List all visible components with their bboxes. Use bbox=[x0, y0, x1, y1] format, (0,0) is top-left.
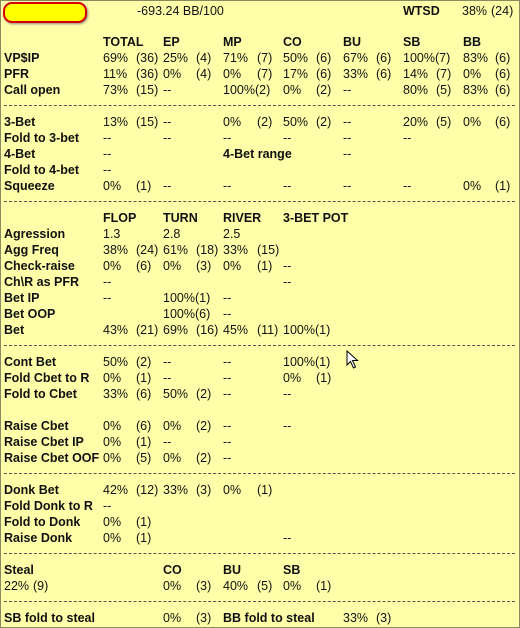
position-header-co: CO bbox=[283, 35, 302, 49]
donk-fold-to-donk-value: 0% bbox=[103, 515, 122, 529]
preflop-vp-ip-value: 71% bbox=[223, 51, 249, 65]
threebet-fold-to-3-bet-value: -- bbox=[343, 131, 352, 145]
preflop-call-open-value: 100%(2) bbox=[223, 83, 271, 97]
threebet-3-bet-count: (2) bbox=[257, 115, 273, 129]
preflop-pfr-count: (6) bbox=[376, 67, 392, 81]
donk-raise-donk-value: -- bbox=[283, 531, 292, 545]
postflop-agg-freq-value: 61% bbox=[163, 243, 189, 257]
donk-donk-bet-value: 0% bbox=[223, 483, 242, 497]
steal-count: (1) bbox=[316, 579, 332, 593]
cbet-raise-cbet-value: -- bbox=[223, 419, 232, 433]
threebet-fold-to-3-bet-value: -- bbox=[403, 131, 412, 145]
preflop-call-open-value: 80% bbox=[403, 83, 429, 97]
steal-position-sb: SB bbox=[283, 563, 301, 577]
threebet-3-bet-count: (2) bbox=[316, 115, 332, 129]
steal-value: 0% bbox=[163, 579, 182, 593]
section-divider bbox=[4, 105, 515, 106]
threebet-squeeze-value: -- bbox=[163, 179, 172, 193]
postflop-bet-oop-value: 100%(6) bbox=[163, 307, 211, 321]
postflop-bet-value: 100%(1) bbox=[283, 323, 331, 337]
threebet-fold-to-3-bet-value: -- bbox=[163, 131, 172, 145]
threebet-4-bet-value: -- bbox=[103, 147, 112, 161]
preflop-call-open-count: (6) bbox=[495, 83, 511, 97]
postflop-bet-oop-value: -- bbox=[223, 307, 232, 321]
player-name-badge[interactable] bbox=[3, 2, 87, 23]
bb-fold-to-steal-value: 33% bbox=[343, 611, 369, 625]
preflop-vp-ip-value: 50% bbox=[283, 51, 309, 65]
steal-position-co: CO bbox=[163, 563, 182, 577]
steal-count: (3) bbox=[196, 579, 212, 593]
section-divider bbox=[4, 601, 515, 602]
street-header-flop: FLOP bbox=[103, 211, 137, 225]
donk-donk-bet-value: 42% bbox=[103, 483, 129, 497]
preflop-call-open-value: 73% bbox=[103, 83, 129, 97]
cbet-raise-cbet-oof-count: (5) bbox=[136, 451, 152, 465]
preflop-vp-ip-value: 67% bbox=[343, 51, 369, 65]
postflop-ch-r-as-pfr-value: -- bbox=[283, 275, 292, 289]
threebet-3-bet-value: -- bbox=[343, 115, 352, 129]
postflop-bet-oop-label: Bet OOP bbox=[4, 307, 56, 321]
preflop-pfr-value: 14% bbox=[403, 67, 429, 81]
preflop-pfr-value: 11% bbox=[103, 67, 128, 81]
donk-donk-bet-value: 33% bbox=[163, 483, 189, 497]
postflop-bet-ip-value: 100%(1) bbox=[163, 291, 211, 305]
postflop-ch-r-as-pfr-value: -- bbox=[103, 275, 112, 289]
threebet-3-bet-value: 0% bbox=[223, 115, 242, 129]
street-header-river: RIVER bbox=[223, 211, 262, 225]
donk-donk-bet-count: (1) bbox=[257, 483, 273, 497]
postflop-agression-value: 2.8 bbox=[163, 227, 181, 241]
threebet-3-bet-count: (5) bbox=[436, 115, 452, 129]
sb-fold-to-steal-value: 0% bbox=[163, 611, 182, 625]
preflop-call-open-count: (5) bbox=[436, 83, 452, 97]
cbet-cont-bet-label: Cont Bet bbox=[4, 355, 57, 369]
cbet-fold-to-cbet-label: Fold to Cbet bbox=[4, 387, 77, 401]
cbet-raise-cbet-ip-value: -- bbox=[163, 435, 172, 449]
cbet-raise-cbet-oof-value: 0% bbox=[103, 451, 122, 465]
postflop-bet-count: (21) bbox=[136, 323, 159, 337]
threebet-3-bet-value: -- bbox=[163, 115, 172, 129]
donk-donk-bet-label: Donk Bet bbox=[4, 483, 59, 497]
arrow-cursor-icon bbox=[346, 350, 360, 370]
sb-fold-to-steal-label: SB fold to steal bbox=[4, 611, 95, 625]
postflop-agg-freq-label: Agg Freq bbox=[4, 243, 59, 257]
postflop-agg-freq-value: 38% bbox=[103, 243, 129, 257]
threebet-3-bet-count: (6) bbox=[495, 115, 511, 129]
donk-fold-to-donk-count: (1) bbox=[136, 515, 152, 529]
donk-raise-donk-label: Raise Donk bbox=[4, 531, 73, 545]
cbet-fold-to-cbet-count: (6) bbox=[136, 387, 152, 401]
cbet-fold-to-cbet-value: -- bbox=[283, 387, 292, 401]
position-header-bu: BU bbox=[343, 35, 362, 49]
cbet-raise-cbet-oof-label: Raise Cbet OOF bbox=[4, 451, 100, 465]
preflop-call-open-value: 83% bbox=[463, 83, 489, 97]
postflop-check-raise-value: 0% bbox=[223, 259, 242, 273]
postflop-agg-freq-count: (18) bbox=[196, 243, 219, 257]
threebet-fold-to-4-bet-value: -- bbox=[103, 163, 112, 177]
donk-donk-bet-count: (3) bbox=[196, 483, 212, 497]
cbet-raise-cbet-value: -- bbox=[283, 419, 292, 433]
cbet-raise-cbet-ip-count: (1) bbox=[136, 435, 152, 449]
cbet-cont-bet-value: -- bbox=[163, 355, 172, 369]
threebet-fold-to-3-bet-value: -- bbox=[223, 131, 232, 145]
preflop-call-open-count: (15) bbox=[136, 83, 159, 97]
steal-value: 40% bbox=[223, 579, 249, 593]
postflop-bet-ip-value: -- bbox=[223, 291, 232, 305]
cbet-fold-cbet-to-r-value: -- bbox=[223, 371, 232, 385]
threebet-squeeze-value: -- bbox=[283, 179, 292, 193]
cbet-fold-to-cbet-count: (2) bbox=[196, 387, 212, 401]
threebet-4-bet-label: 4-Bet bbox=[4, 147, 36, 161]
postflop-bet-count: (11) bbox=[257, 323, 279, 337]
postflop-check-raise-value: 0% bbox=[103, 259, 122, 273]
wtsd-value: 38% bbox=[462, 4, 488, 18]
cbet-raise-cbet-value: 0% bbox=[163, 419, 182, 433]
cbet-fold-to-cbet-value: 50% bbox=[163, 387, 189, 401]
preflop-vp-ip-count: (6) bbox=[316, 51, 332, 65]
preflop-pfr-value: 0% bbox=[223, 67, 242, 81]
preflop-vp-ip-count: (36) bbox=[136, 51, 159, 65]
preflop-pfr-count: (7) bbox=[436, 67, 452, 81]
cbet-raise-cbet-count: (6) bbox=[136, 419, 152, 433]
postflop-bet-value: 69% bbox=[163, 323, 189, 337]
donk-fold-to-donk-label: Fold to Donk bbox=[4, 515, 81, 529]
cbet-raise-cbet-count: (2) bbox=[196, 419, 212, 433]
cbet-raise-cbet-value: 0% bbox=[103, 419, 122, 433]
cbet-fold-to-cbet-value: 33% bbox=[103, 387, 129, 401]
cbet-cont-bet-value: 100%(1) bbox=[283, 355, 331, 369]
street-header-3-bet-pot: 3-BET POT bbox=[283, 211, 349, 225]
threebet-3-bet-value: 20% bbox=[403, 115, 429, 129]
preflop-pfr-count: (36) bbox=[136, 67, 159, 81]
steal-total-count: (9) bbox=[33, 579, 49, 593]
threebet-3-bet-value: 0% bbox=[463, 115, 482, 129]
postflop-agg-freq-value: 33% bbox=[223, 243, 249, 257]
postflop-bet-value: 43% bbox=[103, 323, 129, 337]
bb-per-100: -693.24 BB/100 bbox=[137, 4, 224, 18]
steal-label: Steal bbox=[4, 563, 34, 577]
steal-count: (5) bbox=[257, 579, 273, 593]
section-divider bbox=[4, 201, 515, 202]
preflop-vp-ip-value: 69% bbox=[103, 51, 129, 65]
cbet-fold-cbet-to-r-value: -- bbox=[163, 371, 172, 385]
postflop-check-raise-label: Check-raise bbox=[4, 259, 75, 273]
preflop-pfr-value: 33% bbox=[343, 67, 369, 81]
section-divider bbox=[4, 345, 515, 346]
postflop-agression-label: Agression bbox=[4, 227, 66, 241]
donk-donk-bet-count: (12) bbox=[136, 483, 159, 497]
postflop-bet-ip-label: Bet IP bbox=[4, 291, 40, 305]
cbet-raise-cbet-ip-label: Raise Cbet IP bbox=[4, 435, 84, 449]
preflop-pfr-value: 17% bbox=[283, 67, 309, 81]
postflop-agg-freq-count: (15) bbox=[257, 243, 280, 257]
threebet-fold-to-4-bet-label: Fold to 4-bet bbox=[4, 163, 79, 177]
preflop-pfr-count: (6) bbox=[495, 67, 511, 81]
cbet-fold-cbet-to-r-value: 0% bbox=[103, 371, 122, 385]
threebet-squeeze-value: 0% bbox=[103, 179, 122, 193]
position-header-total: TOTAL bbox=[103, 35, 144, 49]
cbet-raise-cbet-oof-value: -- bbox=[223, 451, 232, 465]
preflop-pfr-value: 0% bbox=[163, 67, 182, 81]
postflop-agression-value: 1.3 bbox=[103, 227, 121, 241]
fourbet-range-label: 4-Bet range bbox=[223, 147, 292, 161]
bb-fold-to-steal-label: BB fold to steal bbox=[223, 611, 315, 625]
bb-fold-to-steal-count: (3) bbox=[376, 611, 392, 625]
position-header-mp: MP bbox=[223, 35, 242, 49]
threebet-squeeze-value: -- bbox=[223, 179, 232, 193]
fourbet-range-value: -- bbox=[343, 147, 352, 161]
preflop-call-open-count: (2) bbox=[316, 83, 332, 97]
preflop-vp-ip-label: VP$IP bbox=[4, 51, 40, 65]
preflop-pfr-count: (7) bbox=[257, 67, 273, 81]
section-divider bbox=[4, 473, 515, 474]
postflop-check-raise-value: -- bbox=[283, 259, 292, 273]
preflop-call-open-value: -- bbox=[343, 83, 352, 97]
cbet-cont-bet-value: -- bbox=[223, 355, 232, 369]
donk-fold-donk-to-r-value: -- bbox=[103, 499, 112, 513]
cbet-raise-cbet-label: Raise Cbet bbox=[4, 419, 69, 433]
steal-total-value: 22% bbox=[4, 579, 30, 593]
wtsd-label: WTSD bbox=[403, 4, 440, 18]
preflop-call-open-label: Call open bbox=[4, 83, 61, 97]
postflop-check-raise-value: 0% bbox=[163, 259, 182, 273]
steal-position-bu: BU bbox=[223, 563, 242, 577]
donk-fold-donk-to-r-label: Fold Donk to R bbox=[4, 499, 93, 513]
threebet-3-bet-count: (15) bbox=[136, 115, 159, 129]
postflop-bet-ip-value: -- bbox=[103, 291, 112, 305]
donk-raise-donk-value: 0% bbox=[103, 531, 122, 545]
threebet-squeeze-label: Squeeze bbox=[4, 179, 55, 193]
street-header-turn: TURN bbox=[163, 211, 198, 225]
postflop-ch-r-as-pfr-label: Ch\R as PFR bbox=[4, 275, 80, 289]
cbet-fold-cbet-to-r-value: 0% bbox=[283, 371, 302, 385]
cbet-fold-cbet-to-r-count: (1) bbox=[136, 371, 152, 385]
postflop-bet-label: Bet bbox=[4, 323, 25, 337]
cbet-cont-bet-value: 50% bbox=[103, 355, 129, 369]
cbet-raise-cbet-oof-value: 0% bbox=[163, 451, 182, 465]
preflop-vp-ip-count: (7) bbox=[257, 51, 273, 65]
steal-value: 0% bbox=[283, 579, 302, 593]
section-divider bbox=[4, 553, 515, 554]
preflop-pfr-value: 0% bbox=[463, 67, 482, 81]
postflop-bet-count: (16) bbox=[196, 323, 219, 337]
threebet-squeeze-value: -- bbox=[343, 179, 352, 193]
position-header-ep: EP bbox=[163, 35, 180, 49]
cbet-raise-cbet-ip-value: -- bbox=[223, 435, 232, 449]
sb-fold-to-steal-count: (3) bbox=[196, 611, 212, 625]
cbet-raise-cbet-oof-count: (2) bbox=[196, 451, 212, 465]
preflop-vp-ip-value: 100%(7) bbox=[403, 51, 451, 65]
threebet-fold-to-3-bet-label: Fold to 3-bet bbox=[4, 131, 79, 145]
preflop-vp-ip-value: 25% bbox=[163, 51, 189, 65]
preflop-vp-ip-count: (6) bbox=[495, 51, 511, 65]
threebet-3-bet-label: 3-Bet bbox=[4, 115, 36, 129]
postflop-agg-freq-count: (24) bbox=[136, 243, 159, 257]
preflop-vp-ip-count: (6) bbox=[376, 51, 392, 65]
cbet-fold-cbet-to-r-label: Fold Cbet to R bbox=[4, 371, 90, 385]
cbet-cont-bet-count: (2) bbox=[136, 355, 152, 369]
position-header-sb: SB bbox=[403, 35, 421, 49]
preflop-vp-ip-value: 83% bbox=[463, 51, 489, 65]
threebet-3-bet-value: 50% bbox=[283, 115, 309, 129]
threebet-fold-to-3-bet-value: -- bbox=[103, 131, 112, 145]
cbet-fold-to-cbet-value: -- bbox=[223, 387, 232, 401]
preflop-call-open-value: -- bbox=[163, 83, 172, 97]
threebet-squeeze-count: (1) bbox=[136, 179, 152, 193]
threebet-fold-to-3-bet-value: -- bbox=[283, 131, 292, 145]
threebet-squeeze-value: -- bbox=[403, 179, 412, 193]
cbet-fold-cbet-to-r-count: (1) bbox=[316, 371, 332, 385]
postflop-bet-value: 45% bbox=[223, 323, 249, 337]
wtsd-count: (24) bbox=[491, 4, 514, 18]
threebet-3-bet-value: 13% bbox=[103, 115, 129, 129]
preflop-pfr-count: (4) bbox=[196, 67, 212, 81]
preflop-vp-ip-count: (4) bbox=[196, 51, 212, 65]
preflop-pfr-count: (6) bbox=[316, 67, 332, 81]
postflop-check-raise-count: (6) bbox=[136, 259, 152, 273]
threebet-squeeze-count: (1) bbox=[495, 179, 511, 193]
position-header-bb: BB bbox=[463, 35, 482, 49]
preflop-pfr-label: PFR bbox=[4, 67, 29, 81]
postflop-check-raise-count: (1) bbox=[257, 259, 273, 273]
donk-raise-donk-count: (1) bbox=[136, 531, 152, 545]
postflop-check-raise-count: (3) bbox=[196, 259, 212, 273]
cbet-raise-cbet-ip-value: 0% bbox=[103, 435, 122, 449]
preflop-call-open-value: 0% bbox=[283, 83, 302, 97]
threebet-squeeze-value: 0% bbox=[463, 179, 482, 193]
postflop-agression-value: 2.5 bbox=[223, 227, 241, 241]
